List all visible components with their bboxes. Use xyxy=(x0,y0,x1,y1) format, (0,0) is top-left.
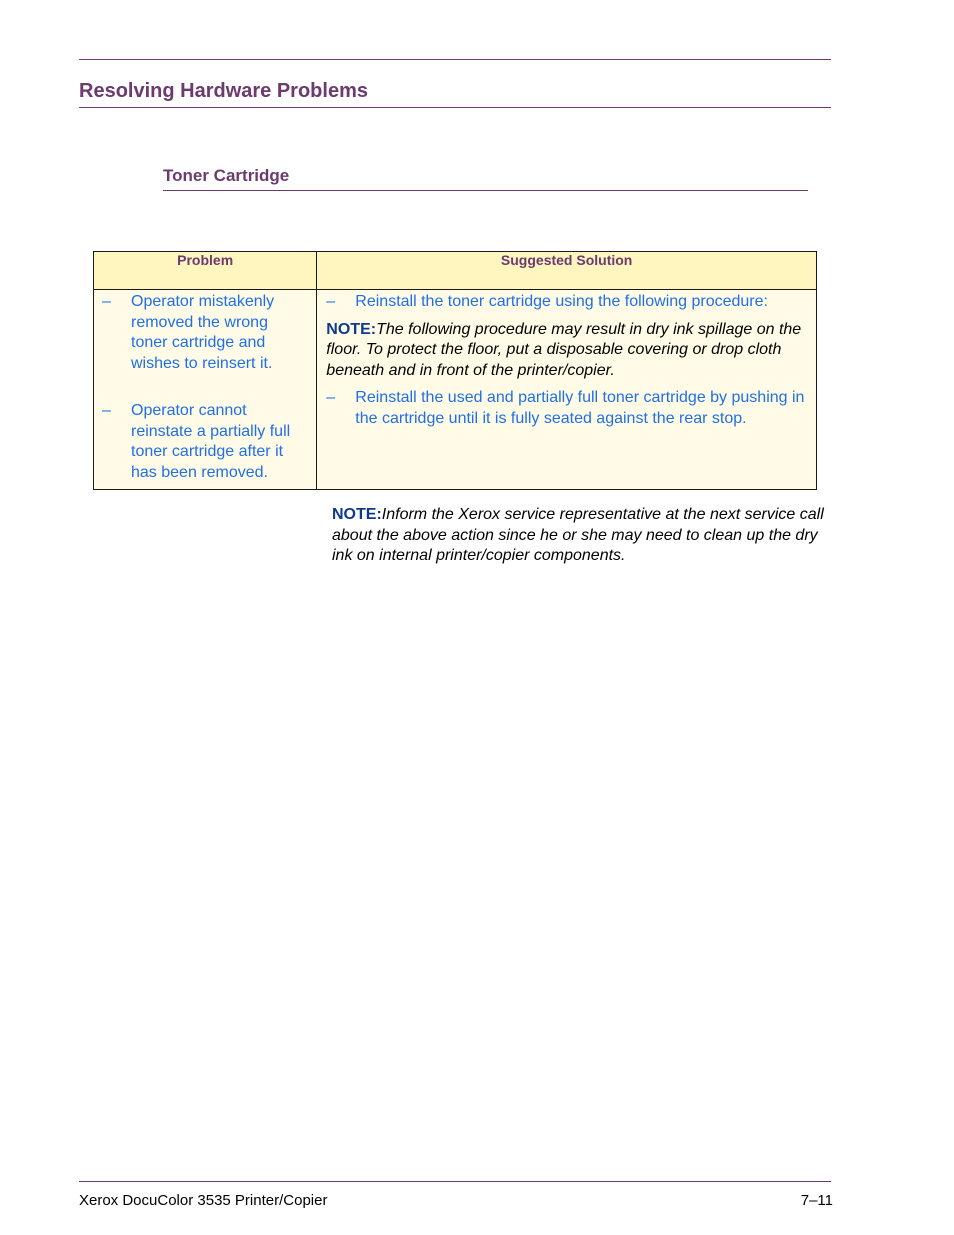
section-title: Resolving Hardware Problems xyxy=(79,80,368,102)
dash-bullet: – xyxy=(326,389,336,406)
solution-step xyxy=(326,388,806,429)
subsection-title: Toner Cartridge xyxy=(163,166,290,185)
problem-item xyxy=(102,401,308,483)
solution-step xyxy=(326,292,806,313)
table-row xyxy=(94,290,817,490)
problem-text: Operator mistakenly removed the wrong toner cartridge and wishes to reinsert it. xyxy=(131,293,275,372)
solution-step-text: Reinstall the used and partially full toner cartridge by pushing in the cartridge until it is fully seated against the rear stop. xyxy=(355,389,805,427)
footer-rule xyxy=(79,1181,831,1182)
problem-column-header: Problem xyxy=(94,252,317,290)
troubleshooting-table xyxy=(93,251,817,490)
note-label: NOTE: xyxy=(332,506,382,523)
post-table-note xyxy=(332,505,832,567)
solution-cell xyxy=(317,290,817,490)
dash-bullet: – xyxy=(102,293,111,310)
dash-bullet: – xyxy=(326,293,336,310)
problem-item xyxy=(102,292,308,374)
solution-step-text: Reinstall the toner cartridge using the following procedure: xyxy=(355,293,768,310)
note-label: NOTE: xyxy=(326,320,377,338)
note-text: The following procedure may result in dry ink spillage on the floor. To protect the floor, put a disposable covering or drop cloth beneath and in front of the printer/copier. xyxy=(326,320,802,379)
note-text: Inform the Xerox service representative at the next service call about the above action since he or she may need to clean up the dry ink on internal printer/copier components. xyxy=(332,506,824,564)
dash-bullet: – xyxy=(102,402,111,419)
top-rule xyxy=(79,59,831,60)
footer-product-name: Xerox DocuColor 3535 Printer/Copier xyxy=(79,1192,328,1209)
section-title-underline xyxy=(79,107,831,108)
footer-page-number: 7–11 xyxy=(800,1192,833,1209)
solution-column-header: Suggested Solution xyxy=(317,252,817,290)
problem-cell xyxy=(94,290,317,490)
solution-note xyxy=(326,320,806,382)
subsection-title-underline xyxy=(163,190,808,191)
table-header-row xyxy=(94,252,817,290)
problem-text: Operator cannot reinstate a partially full toner cartridge after it has been removed. xyxy=(131,402,291,481)
